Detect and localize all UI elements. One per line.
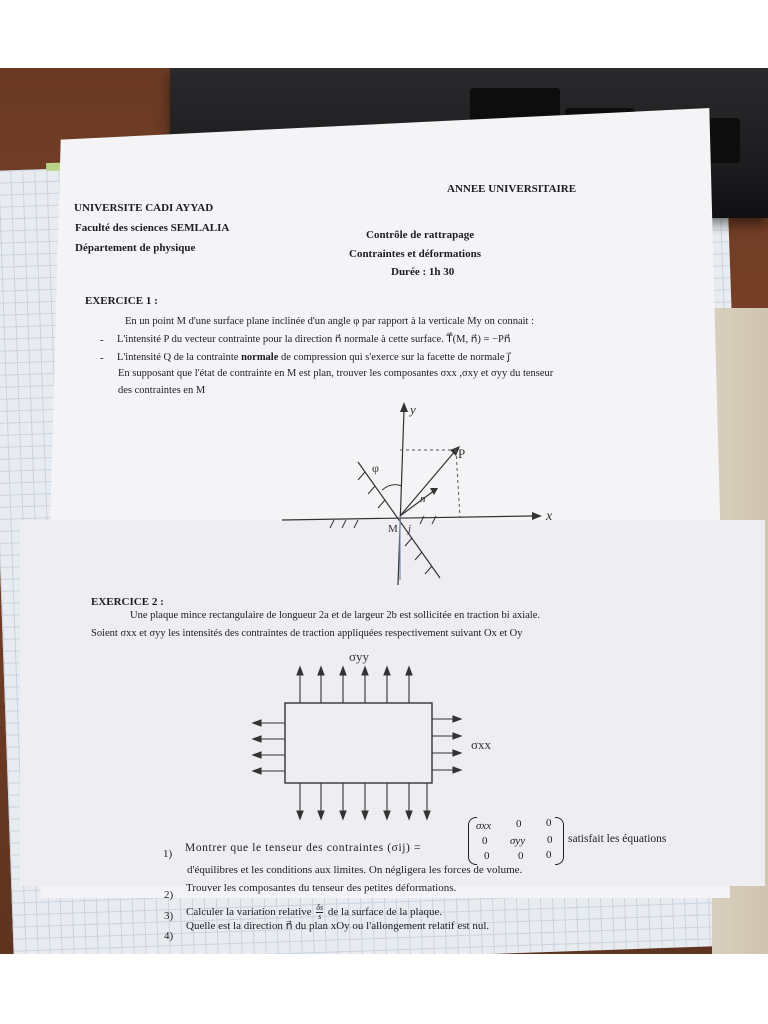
matrix-cell: 0 <box>484 850 490 862</box>
academic-year: ANNEE UNIVERSITAIRE <box>447 183 577 195</box>
q4-number: 4) <box>164 930 174 942</box>
normal-vector-n <box>400 490 435 516</box>
ex1-text-line: En supposant que l'état de contrainte en M est plan, trouver les composantes σxx ,σxy et σyy du tenseur <box>118 368 554 379</box>
department-name: Département de physique <box>75 242 196 254</box>
matrix-cell: σxx <box>476 820 492 832</box>
exam-type: Contrôle de rattrapage <box>366 229 475 241</box>
phi-label: φ <box>372 461 379 475</box>
n-label: n <box>420 493 426 505</box>
matrix-right-bracket <box>555 817 564 865</box>
matrix-cell: σyy <box>510 835 526 847</box>
q3-text: Calculer la variation relative $\frac{\delta s}{s}$ de la surface de la plaque. <box>186 903 443 921</box>
exercise-2-figure <box>245 645 515 825</box>
y-axis-label: y <box>410 402 416 417</box>
q1-text-cont: d'équilibres et les conditions aux limites. On négligera les forces de volume. <box>187 864 523 876</box>
q2-text: Trouver les composantes du tenseur des petites déformations. <box>186 882 457 894</box>
right-arrows <box>432 716 461 773</box>
exercise-1-title: EXERCICE 1 : <box>85 295 158 307</box>
normal-vector-n-arrow <box>430 488 438 495</box>
q1-text-cont: satisfait les équations <box>568 833 667 845</box>
exam-subject: Contraintes et déformations <box>349 248 481 260</box>
matrix-cell: 0 <box>546 817 552 829</box>
stress-tensor-matrix <box>468 817 564 863</box>
exercise-2-title: EXERCICE 2 : <box>91 596 164 608</box>
q1-number: 1) <box>163 848 173 860</box>
q2-number: 2) <box>164 889 174 901</box>
vector-P <box>400 450 456 516</box>
y-axis-arrow <box>400 402 408 412</box>
q3-number: 3) <box>164 910 174 922</box>
top-arrows <box>297 667 412 703</box>
plate-rectangle <box>285 703 432 783</box>
matrix-cell: 0 <box>516 818 522 830</box>
ex2-text-line: Soient σxx et σyy les intensités des contraintes de traction appliquées respectivement suivant Ox et Oy <box>91 628 523 639</box>
ex1-bullet: - <box>100 334 104 346</box>
angle-arc <box>382 485 402 490</box>
P-label: P <box>458 446 466 461</box>
ex2-text-line: Une plaque mince rectangulaire de longueur 2a et de largeur 2b est sollicitée en traction bi axiale. <box>130 610 541 621</box>
university-name: UNIVERSITE CADI AYYAD <box>74 202 214 214</box>
q1-text: Montrer que le tenseur des contraintes (σij) = <box>185 842 422 854</box>
sigma-xx-label: σxx <box>471 737 492 752</box>
M-label: M <box>388 523 398 535</box>
sigma-yy-label: σyy <box>349 649 370 664</box>
j-label: j <box>408 523 412 535</box>
x-axis-arrow <box>532 512 542 520</box>
x-axis-label: x <box>546 509 553 524</box>
exam-duration: Durée : 1h 30 <box>391 266 455 278</box>
q4-text: Quelle est la direction n⃗ du plan xOy ou l'allongement relatif est nul. <box>186 920 490 932</box>
fraction-ds-s: $\frac{\delta s}{s}$ <box>316 903 324 921</box>
x-axis <box>282 516 532 520</box>
ex1-text-line: L'intensité P du vecteur contrainte pour la direction n⃗ normale à cette surface. T⃗(M, n⃗) = −Pn⃗ <box>117 334 511 345</box>
matrix-cell: 0 <box>518 850 524 862</box>
faculty-name: Faculté des sciences SEMLALIA <box>75 222 230 234</box>
ex1-text-line: L'intensité Q de la contrainte normale de compression qui s'exerce sur la facette de normale j⃗ <box>117 352 511 363</box>
ex1-text-line: des contraintes en M <box>118 385 206 396</box>
matrix-cell: 0 <box>547 834 553 846</box>
ex1-text-line: En un point M d'une surface plane inclinée d'un angle φ par rapport à la verticale My on connait : <box>125 316 534 327</box>
matrix-cell: 0 <box>482 835 488 847</box>
left-arrows <box>253 720 285 774</box>
matrix-cell: 0 <box>546 849 552 861</box>
exercise-1-figure <box>270 400 570 590</box>
ex1-bullet: - <box>100 352 104 364</box>
bottom-arrows <box>297 783 430 819</box>
y-axis <box>398 410 404 585</box>
